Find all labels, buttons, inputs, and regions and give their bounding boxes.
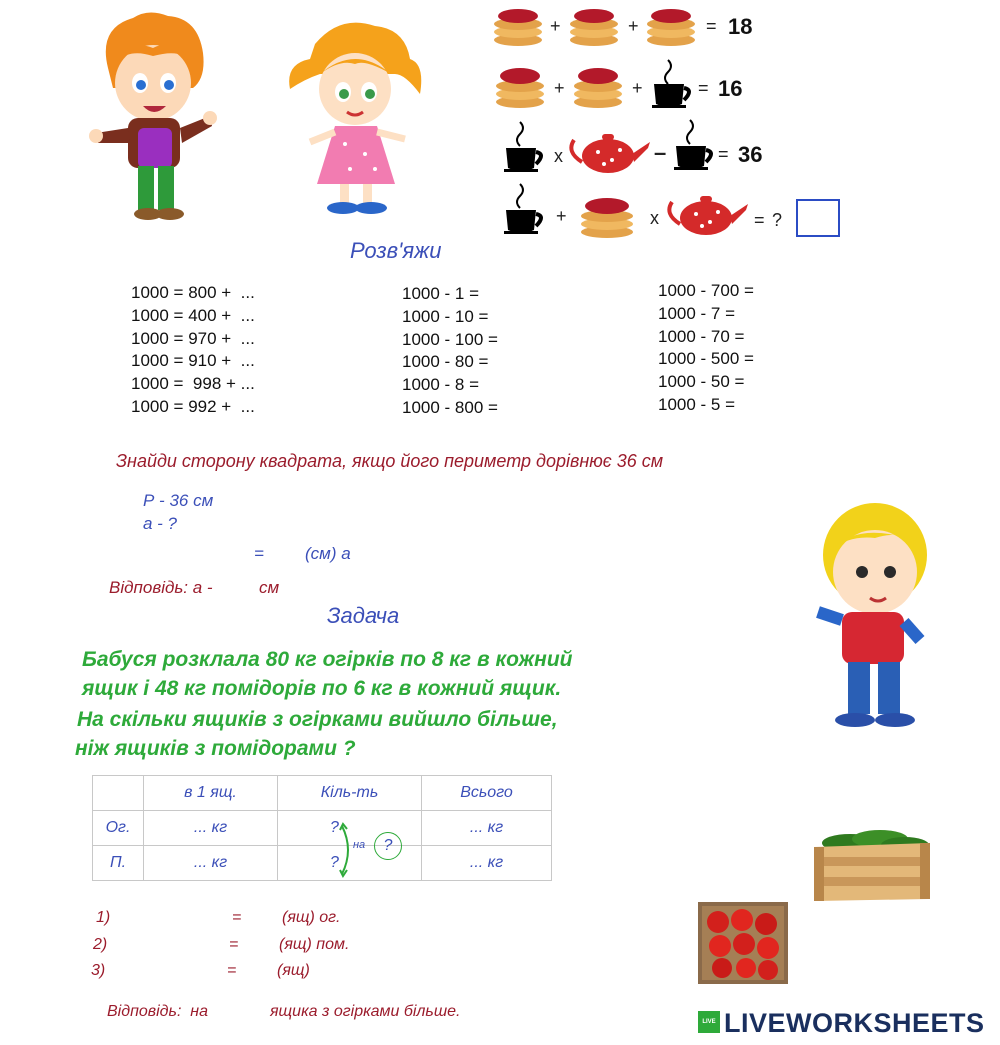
step-number: 3): [91, 962, 106, 979]
pancake-stack-icon: [645, 2, 697, 48]
table-header-row: [93, 776, 552, 811]
equals-sign: =: [754, 210, 765, 230]
difference-label: на: [353, 839, 366, 851]
equation[interactable]: 1000 - 80 =: [402, 352, 489, 372]
step-eq: =: [232, 909, 242, 926]
equals-sign: =: [706, 16, 717, 36]
problem-line: ніж ящиків з помідорами ?: [75, 737, 356, 760]
table-row: [93, 846, 552, 881]
equation[interactable]: 1000 = 400 + ...: [131, 305, 255, 325]
equation[interactable]: 1000 - 1 =: [402, 284, 480, 303]
square-prompt: Знайди сторону квадрата, якщо його периметр дорівнює 36 см: [116, 451, 664, 471]
square-answer-prefix: Відповідь: а -: [109, 578, 213, 597]
equation[interactable]: 1000 - 100 =: [402, 329, 498, 349]
final-answer-prefix: Відповідь: на: [107, 1003, 208, 1020]
equation[interactable]: 1000 - 800 =: [402, 397, 498, 417]
square-eq-unit: (см) а: [305, 544, 351, 563]
brand-badge: [698, 1011, 720, 1033]
blond-boy-illustration: [800, 480, 940, 740]
square-answer-unit: см: [259, 578, 280, 597]
puzzle-result-2: 16: [718, 76, 743, 101]
pancake-stack-icon: [572, 60, 624, 110]
equation[interactable]: 1000 - 7 =: [658, 303, 736, 323]
equation[interactable]: 1000 - 70 =: [658, 326, 745, 346]
plus-sign: +: [554, 78, 565, 98]
brand-logo[interactable]: LIVEWORKSHEETS: [724, 1008, 985, 1038]
problem-table: [92, 775, 552, 881]
plus-sign: +: [632, 78, 643, 98]
equals-sign: =: [718, 144, 729, 164]
step-eq: =: [229, 936, 239, 953]
pancake-stack-icon: [494, 60, 546, 110]
equation[interactable]: 1000 - 10 =: [402, 306, 489, 326]
girl-illustration: [285, 14, 430, 219]
count-cell[interactable]: ?: [278, 846, 422, 881]
step-number: 2): [93, 936, 108, 953]
square-given-side: а - ?: [143, 514, 178, 533]
times-sign: x: [650, 208, 659, 228]
problem-line: На скільки ящиків з огірками вийшло більше,: [77, 708, 558, 731]
table-header-cell: Всього: [422, 776, 552, 811]
per-box-cell[interactable]: ... кг: [144, 846, 278, 881]
total-cell[interactable]: ... кг: [422, 846, 552, 881]
problem-line: Бабуся розклала 80 кг огірків по 8 кг в кожний: [82, 648, 573, 671]
coffee-cup-icon: [502, 182, 546, 238]
count-cell[interactable]: ?: [278, 811, 422, 846]
final-answer-suffix: ящика з огірками більше.: [270, 1003, 461, 1020]
total-cell[interactable]: ... кг: [422, 811, 552, 846]
cucumber-crate-image: [810, 825, 934, 905]
boy-illustration: [88, 8, 218, 228]
plus-sign: +: [628, 16, 639, 36]
pancake-stack-icon: [578, 190, 636, 240]
problem-line: ящик і 48 кг помідорів по 6 кг в кожний ящик.: [82, 677, 562, 700]
square-eq-sign: =: [254, 544, 264, 563]
equations-column-3: [658, 280, 754, 417]
times-sign: x: [554, 146, 563, 166]
difference-question[interactable]: ?: [374, 832, 402, 860]
brand-badge-text: LIVE: [702, 1019, 716, 1025]
equation[interactable]: 1000 = 992 + ...: [131, 396, 255, 416]
pancake-stack-icon: [568, 2, 620, 48]
solve-heading: Розв'яжи: [350, 238, 442, 263]
step-unit: (ящ) пом.: [279, 936, 350, 953]
equation[interactable]: 1000 - 50 =: [658, 372, 745, 392]
minus-sign: –: [654, 140, 667, 165]
per-box-cell[interactable]: ... кг: [144, 811, 278, 846]
step-unit: (ящ) ог.: [282, 909, 341, 926]
equation[interactable]: 1000 = 970 + ...: [131, 328, 255, 348]
equation[interactable]: 1000 - 500 =: [658, 349, 754, 369]
puzzle-result-1: 18: [728, 14, 753, 39]
teapot-icon: [568, 130, 652, 176]
puzzle-result-3: 36: [738, 142, 763, 167]
table-header-cell: Кіль-ть: [278, 776, 422, 811]
equation[interactable]: 1000 - 8 =: [402, 375, 480, 395]
table-header-cell: в 1 ящ.: [144, 776, 278, 811]
equation[interactable]: 1000 = 998 + ...: [131, 374, 255, 394]
table-row: [93, 811, 552, 846]
tomato-box-image: [698, 902, 788, 984]
row-label: Ог.: [93, 811, 144, 846]
equations-column-1: [131, 282, 255, 419]
coffee-cup-icon: [502, 120, 546, 174]
step-unit: (ящ): [277, 962, 310, 979]
task-heading: Задача: [327, 603, 400, 628]
equation[interactable]: 1000 - 5 =: [658, 394, 736, 414]
coffee-cup-icon: [672, 118, 716, 174]
teapot-icon: [666, 192, 750, 238]
step-number: 1): [96, 909, 111, 926]
equations-column-2: [402, 283, 498, 420]
equation[interactable]: 1000 - 700 =: [658, 281, 754, 300]
equals-sign: =: [698, 78, 709, 98]
step-eq: =: [227, 962, 237, 979]
coffee-cup-icon: [650, 58, 694, 110]
puzzle-answer-box[interactable]: [796, 199, 840, 237]
plus-sign: +: [556, 206, 567, 226]
plus-sign: +: [550, 16, 561, 36]
square-given-perimeter: Р - 36 см: [143, 491, 214, 510]
equation[interactable]: 1000 = 800 + ...: [131, 283, 255, 302]
equation[interactable]: 1000 = 910 + ...: [131, 351, 255, 371]
row-label: П.: [93, 846, 144, 881]
puzzle-result-4: ?: [772, 210, 783, 230]
table-header-cell: [93, 776, 144, 811]
pancake-stack-icon: [492, 2, 544, 48]
